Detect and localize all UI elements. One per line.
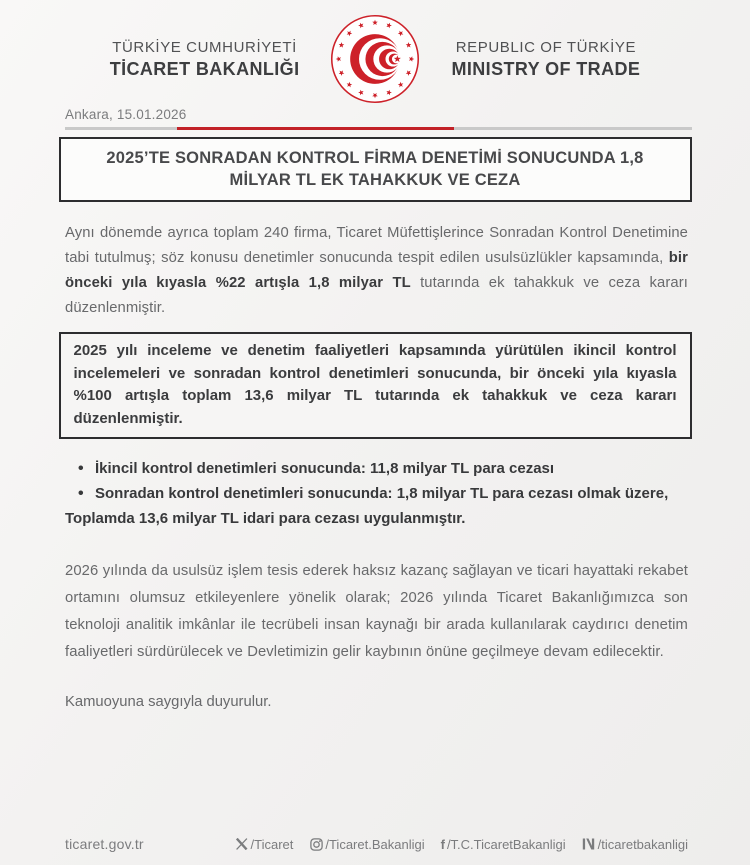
paragraph-1	[65, 221, 688, 321]
social-facebook	[441, 837, 566, 852]
facebook-icon: f	[440, 836, 445, 852]
website-url: ticaret.gov.tr	[65, 836, 144, 852]
social-x-handle: /Ticaret	[250, 836, 294, 852]
paragraph-1-post: tutarında ek tahakkuk ve ceza kararı düzenlenmiştir.	[65, 275, 688, 316]
paragraph-1-pre: Aynı dönemde ayrıca toplam 240 firma, Ticaret Müfettişlerince Sonradan Kontrol Denetimine tabi tutulmuş; söz konusu denetimler sonucunda tespit edilen usulsüzlükler kapsamında,	[65, 225, 688, 266]
social-nsosyal-handle: /ticaretbakanligi	[597, 836, 688, 852]
ministry-of-trade-logo-icon	[329, 13, 421, 105]
highlight-text: 2025 yılı inceleme ve denetim faaliyetleri kapsamında yürütülen ikincil kontrol incelemeleri ve sonradan kontrol denetimleri sonucunda, bir önceki yıla kıyasla %100 artışla toplam 13,6 milyar TL tutarında ek tahakkuk ve ceza kararı düzenlenmiştir.	[73, 342, 677, 427]
social-links-row	[235, 837, 689, 852]
ministry-name-en-line1: REPUBLIC OF TÜRKİYE	[455, 39, 637, 56]
highlight-box	[59, 332, 692, 439]
header-right-block	[451, 38, 640, 80]
header-left-block	[110, 38, 300, 80]
penalty-bullet-list	[65, 456, 688, 506]
headline-text: 2025’TE SONRADAN KONTROL FİRMA DENETİMİ SONUCUNDA 1,8 MİLYAR TL EK TAHAKKUK VE CEZA	[106, 149, 644, 189]
ministry-name-tr-line2: TİCARET BAKANLIĞI	[109, 59, 300, 79]
bullet-item-1: • İkincil kontrol denetimleri sonucunda: 11,8 milyar TL para cezası	[65, 456, 688, 481]
divider-gray-left	[65, 127, 177, 130]
instagram-icon	[309, 837, 323, 851]
paragraph-2: 2026 yılında da usulsüz işlem tesis ederek haksız kazanç sağlayan ve ticari hayattaki rekabet ortamını olumsuz etkileyenlere yönelik olarak; 2026 yılında Ticaret Bakanlığımızca son teknoloji analitik imkânlar ile tecrübeli insan kaynağı bir arada kullanılarak caydırıcı denetim faaliyetleri sürdürülecek ve Devletimizin gelir kaybının önüne geçilmeye devam edilecektir.	[65, 563, 688, 660]
footer	[0, 836, 750, 852]
social-x	[235, 837, 294, 852]
paragraph-1-bold: bir önceki yıla kıyasla %22 artışla 1,8 milyar TL	[65, 250, 688, 291]
bullet-item-2: • Sonradan kontrol denetimleri sonucunda: 1,8 milyar TL para cezası olmak üzere,	[65, 481, 688, 506]
bullet-summary: Toplamda 13,6 milyar TL idari para cezası uygulanmıştır.	[65, 510, 466, 527]
ministry-name-en-line2: MINISTRY OF TRADE	[451, 59, 641, 79]
nsosyal-icon	[582, 837, 596, 851]
social-instagram-handle: /Ticaret.Bakanligi	[325, 836, 425, 852]
divider-gray-right	[454, 127, 692, 130]
social-facebook-handle: /T.C.TicaretBakanligi	[446, 836, 566, 852]
header	[0, 0, 750, 105]
divider-rule	[65, 127, 692, 130]
headline-box	[59, 137, 692, 202]
divider-red-segment	[177, 127, 454, 130]
dateline: Ankara, 15.01.2026	[65, 107, 187, 122]
social-nsosyal	[582, 837, 688, 852]
ministry-name-tr-line1: TÜRKİYE CUMHURİYETİ	[112, 39, 297, 56]
signoff-line: Kamuoyuna saygıyla duyurulur.	[65, 694, 272, 710]
x-icon	[235, 837, 249, 851]
social-instagram	[309, 837, 424, 852]
